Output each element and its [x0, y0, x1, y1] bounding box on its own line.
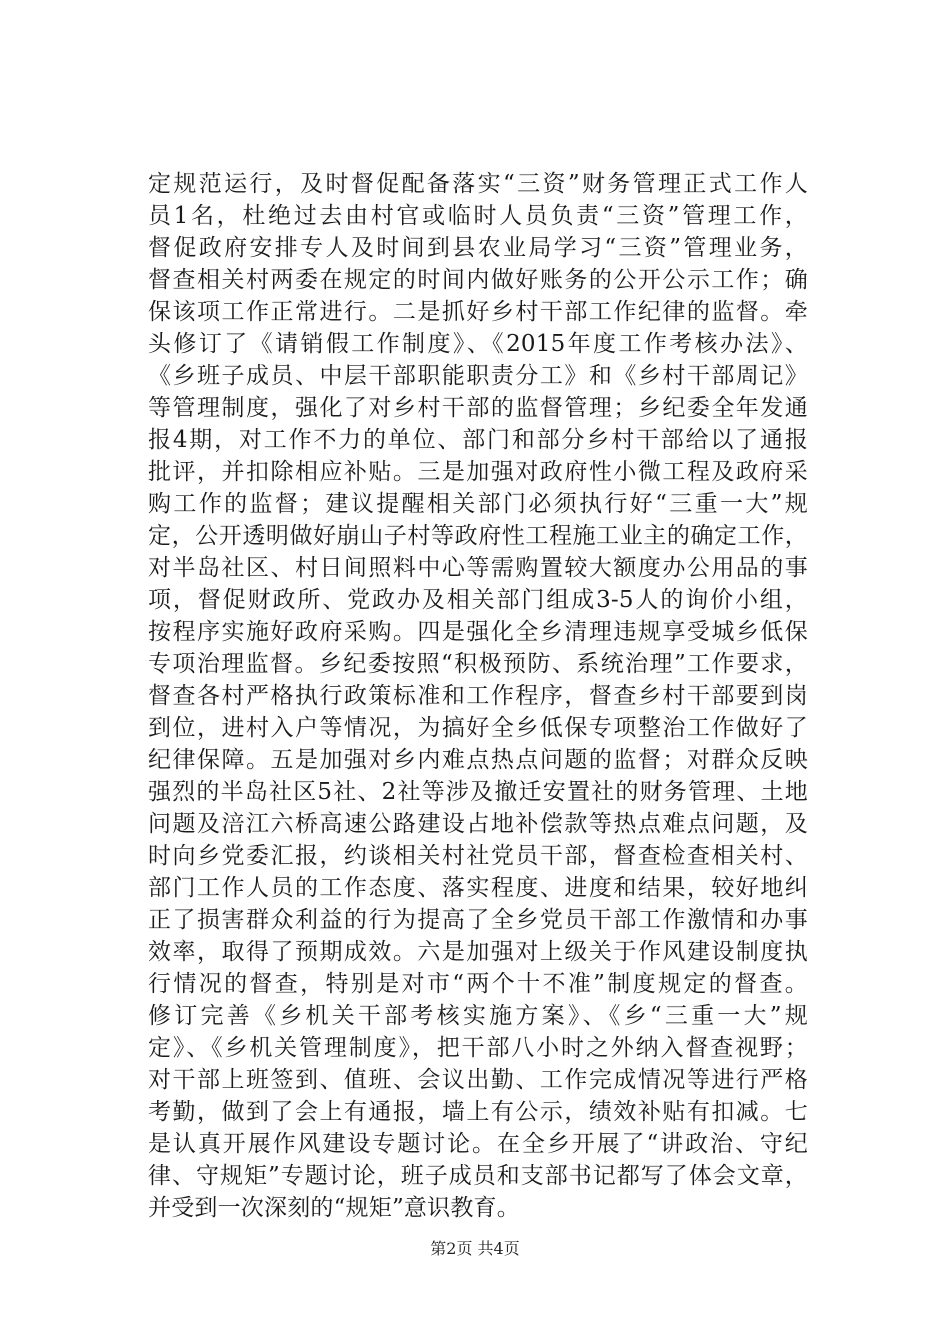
text-line: 行情况的督查，特别是对市“两个十不准”制度规定的督查。	[148, 971, 808, 997]
text-line: 购工作的监督；建议提醒相关部门必须执行好“三重一大”规	[148, 491, 808, 517]
text-line: 到位，进村入户等情况，为搞好全乡低保专项整治工作做好了	[148, 715, 808, 741]
text-line: 考勤，做到了会上有通报，墙上有公示，绩效补贴有扣减。七	[148, 1099, 808, 1125]
text-line: 保该项工作正常进行。二是抓好乡村干部工作纪律的监督。牵	[148, 299, 808, 325]
text-line: 时向乡党委汇报，约谈相关村社党员干部，督查检查相关村、	[148, 843, 808, 869]
text-line: 律、守规矩”专题讨论，班子成员和支部书记都写了体会文章，	[148, 1163, 808, 1189]
text-line: 强烈的半岛社区5社、2社等涉及撤迁安置社的财务管理、土地	[148, 779, 808, 805]
text-line: 员1名，杜绝过去由村官或临时人员负责“三资”管理工作，	[148, 203, 808, 229]
text-line: 头修订了《请销假工作制度》、《2015年度工作考核办法》、	[148, 331, 808, 357]
text-line: 是认真开展作风建设专题讨论。在全乡开展了“讲政治、守纪	[148, 1131, 808, 1157]
body-paragraph	[148, 168, 808, 1224]
text-line: 督查相关村两委在规定的时间内做好账务的公开公示工作；确	[148, 267, 808, 293]
page-number-footer: 第2页 共4页	[430, 1239, 520, 1258]
text-line: 纪律保障。五是加强对乡内难点热点问题的监督；对群众反映	[148, 747, 808, 773]
text-line: 等管理制度，强化了对乡村干部的监督管理；乡纪委全年发通	[148, 395, 808, 421]
text-line: 批评，并扣除相应补贴。三是加强对政府性小微工程及政府采	[148, 459, 808, 485]
text-line: 按程序实施好政府采购。四是强化全乡清理违规享受城乡低保	[148, 619, 808, 645]
text-line: 督促政府安排专人及时间到县农业局学习“三资”管理业务，	[148, 235, 808, 261]
text-line: 专项治理监督。乡纪委按照“积极预防、系统治理”工作要求，	[148, 651, 808, 677]
text-line: 对半岛社区、村日间照料中心等需购置较大额度办公用品的事	[148, 555, 808, 581]
text-line: 部门工作人员的工作态度、落实程度、进度和结果，较好地纠	[148, 875, 808, 901]
text-line: 正了损害群众利益的行为提高了全乡党员干部工作激情和办事	[148, 907, 808, 933]
text-line: 《乡班子成员、中层干部职能职责分工》和《乡村干部周记》	[148, 363, 808, 389]
text-line: 报4期，对工作不力的单位、部门和部分乡村干部给以了通报	[148, 427, 808, 453]
text-line: 修订完善《乡机关干部考核实施方案》、《乡“三重一大”规	[148, 1003, 808, 1029]
text-line: 并受到一次深刻的“规矩”意识教育。	[148, 1195, 520, 1221]
text-line: 督查各村严格执行政策标准和工作程序，督查乡村干部要到岗	[148, 683, 808, 709]
text-line: 对干部上班签到、值班、会议出勤、工作完成情况等进行严格	[148, 1067, 808, 1093]
text-line: 效率，取得了预期成效。六是加强对上级关于作风建设制度执	[148, 939, 808, 965]
text-line: 项，督促财政所、党政办及相关部门组成3-5人的询价小组，	[148, 587, 808, 613]
text-line: 定》、《乡机关管理制度》，把干部八小时之外纳入督查视野；	[148, 1035, 808, 1061]
text-line: 定规范运行，及时督促配备落实“三资”财务管理正式工作人	[148, 171, 808, 197]
text-line: 问题及涪江六桥高速公路建设占地补偿款等热点难点问题，及	[148, 811, 808, 837]
text-line: 定，公开透明做好崩山子村等政府性工程施工业主的确定工作，	[148, 523, 808, 549]
